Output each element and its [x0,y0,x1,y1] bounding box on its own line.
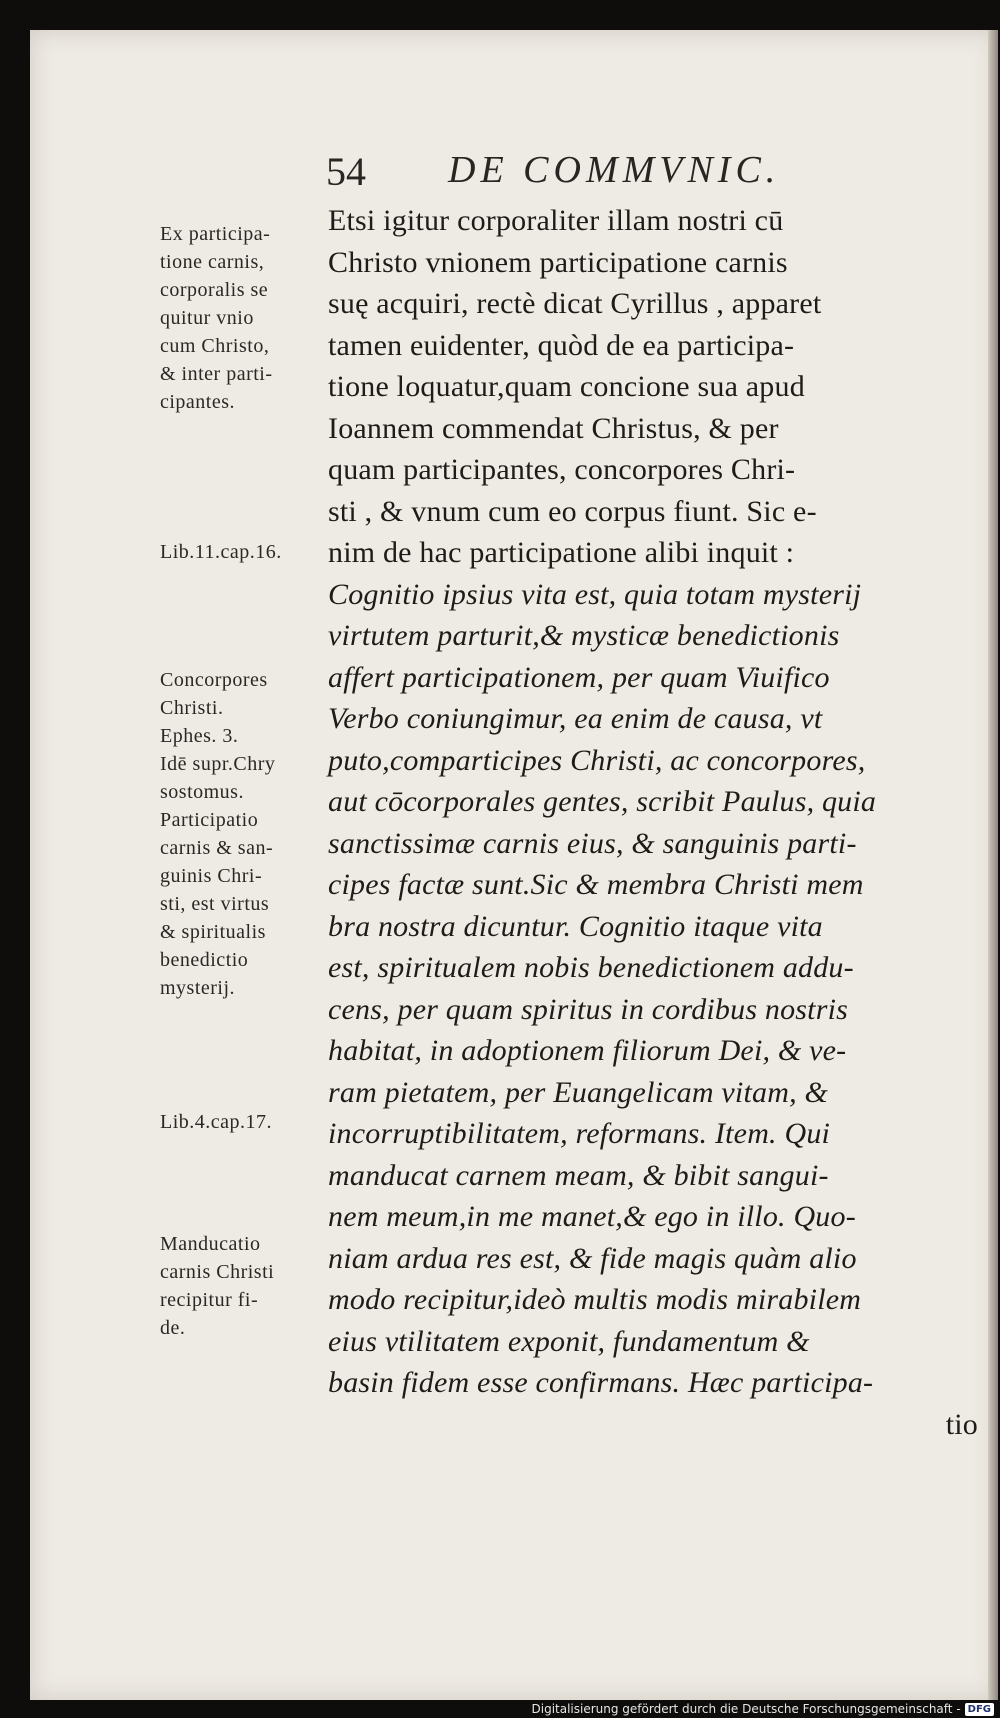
dfg-logo: DFG [965,1703,994,1716]
text-line: Christo vnionem participatione carnis [328,245,788,279]
text-line: quam participantes, concorpores Chri- [328,453,796,486]
text-line: modo recipitur,ideò multis modis mirabilem [328,1283,862,1316]
text-line: bra nostra dicuntur. Cognitio itaque vita [328,909,823,943]
text-line: sanctissimæ carnis eius, & sanguinis parti- [328,826,857,860]
margin-note: Concorpores Christi. Ephes. 3. Idē supr.Chry sostomus. Participatio carnis & san- guinis Chri- sti, est virtus & spiritualis benedictio mysterij. [160,669,276,999]
text-line: cipes factæ sunt.Sic & membra Christi mem [328,868,864,901]
text-line: Ioannem commendat Christus, & per [328,411,779,445]
text-line: eius vtilitatem exponit, fundamentum & [328,1324,810,1358]
body-text [328,200,988,1445]
text-line: tio [945,1407,978,1441]
text-line: Cognitio ipsius vita est, quia totam mysterij [328,577,862,611]
text-line: sti , & vnum cum eo corpus fiunt. Sic e- [328,494,817,528]
text-line: nem meum,in me manet,& ego in illo. Quo- [328,1200,856,1233]
margin-note: Lib.4.cap.17. [160,1111,273,1133]
text-line: suę acquiri, rectè dicat Cyrillus , apparet [328,287,822,320]
text-line: Verbo coniungimur, ea enim de causa, vt [328,702,823,735]
text-line: virtutem parturit,& mysticæ benedictionis [328,619,840,652]
text-line: niam ardua res est, & fide magis quàm alio [328,1241,857,1275]
text-line: habitat, in adoptionem filiorum Dei, & ve- [328,1034,847,1067]
text-line: nim de hac participatione alibi inquit : [328,536,795,569]
text-line: puto,comparticipes Christi, ac concorpores, [328,743,866,777]
text-line: tamen euidenter, quòd de ea participa- [328,328,795,362]
margin-note: Ex participa- tione carnis, corporalis se quitur vnio cum Christo, & inter parti- cipantes. [160,223,273,413]
footer-credit: Digitalisierung gefördert durch die Deutsche Forschungsgemeinschaft - [531,1702,961,1716]
text-line: incorruptibilitatem, reformans. Item. Qui [328,1117,831,1150]
footer [532,1702,995,1716]
page-header [326,148,886,198]
text-line: aut cōcorporales gentes, scribit Paulus, quia [328,785,877,818]
text-line: cens, per quam spiritus in cordibus nostris [328,992,849,1026]
text-line: Etsi igitur corporaliter illam nostri cū [328,204,784,237]
text-line: ram pietatem, per Euangelicam vitam, & [328,1075,829,1109]
running-title: DE COMMVNIC. [448,149,781,191]
text-line: tione loquatur,quam concione sua apud [328,370,805,403]
margin-note: Lib.11.cap.16. [160,541,282,563]
page-edge [988,30,998,1700]
page-number: 54 [326,149,366,194]
margin-note: Manducatio carnis Christi recipitur fi- de. [160,1233,275,1339]
text-line: affert participationem, per quam Viuifico [328,660,830,694]
text-line: basin fidem esse confirmans. Hæc participa- [328,1366,874,1399]
book-page [30,30,998,1700]
text-line: manducat carnem meam, & bibit sangui- [328,1158,829,1192]
text-line: est, spiritualem nobis benedictionem addu- [328,951,854,984]
